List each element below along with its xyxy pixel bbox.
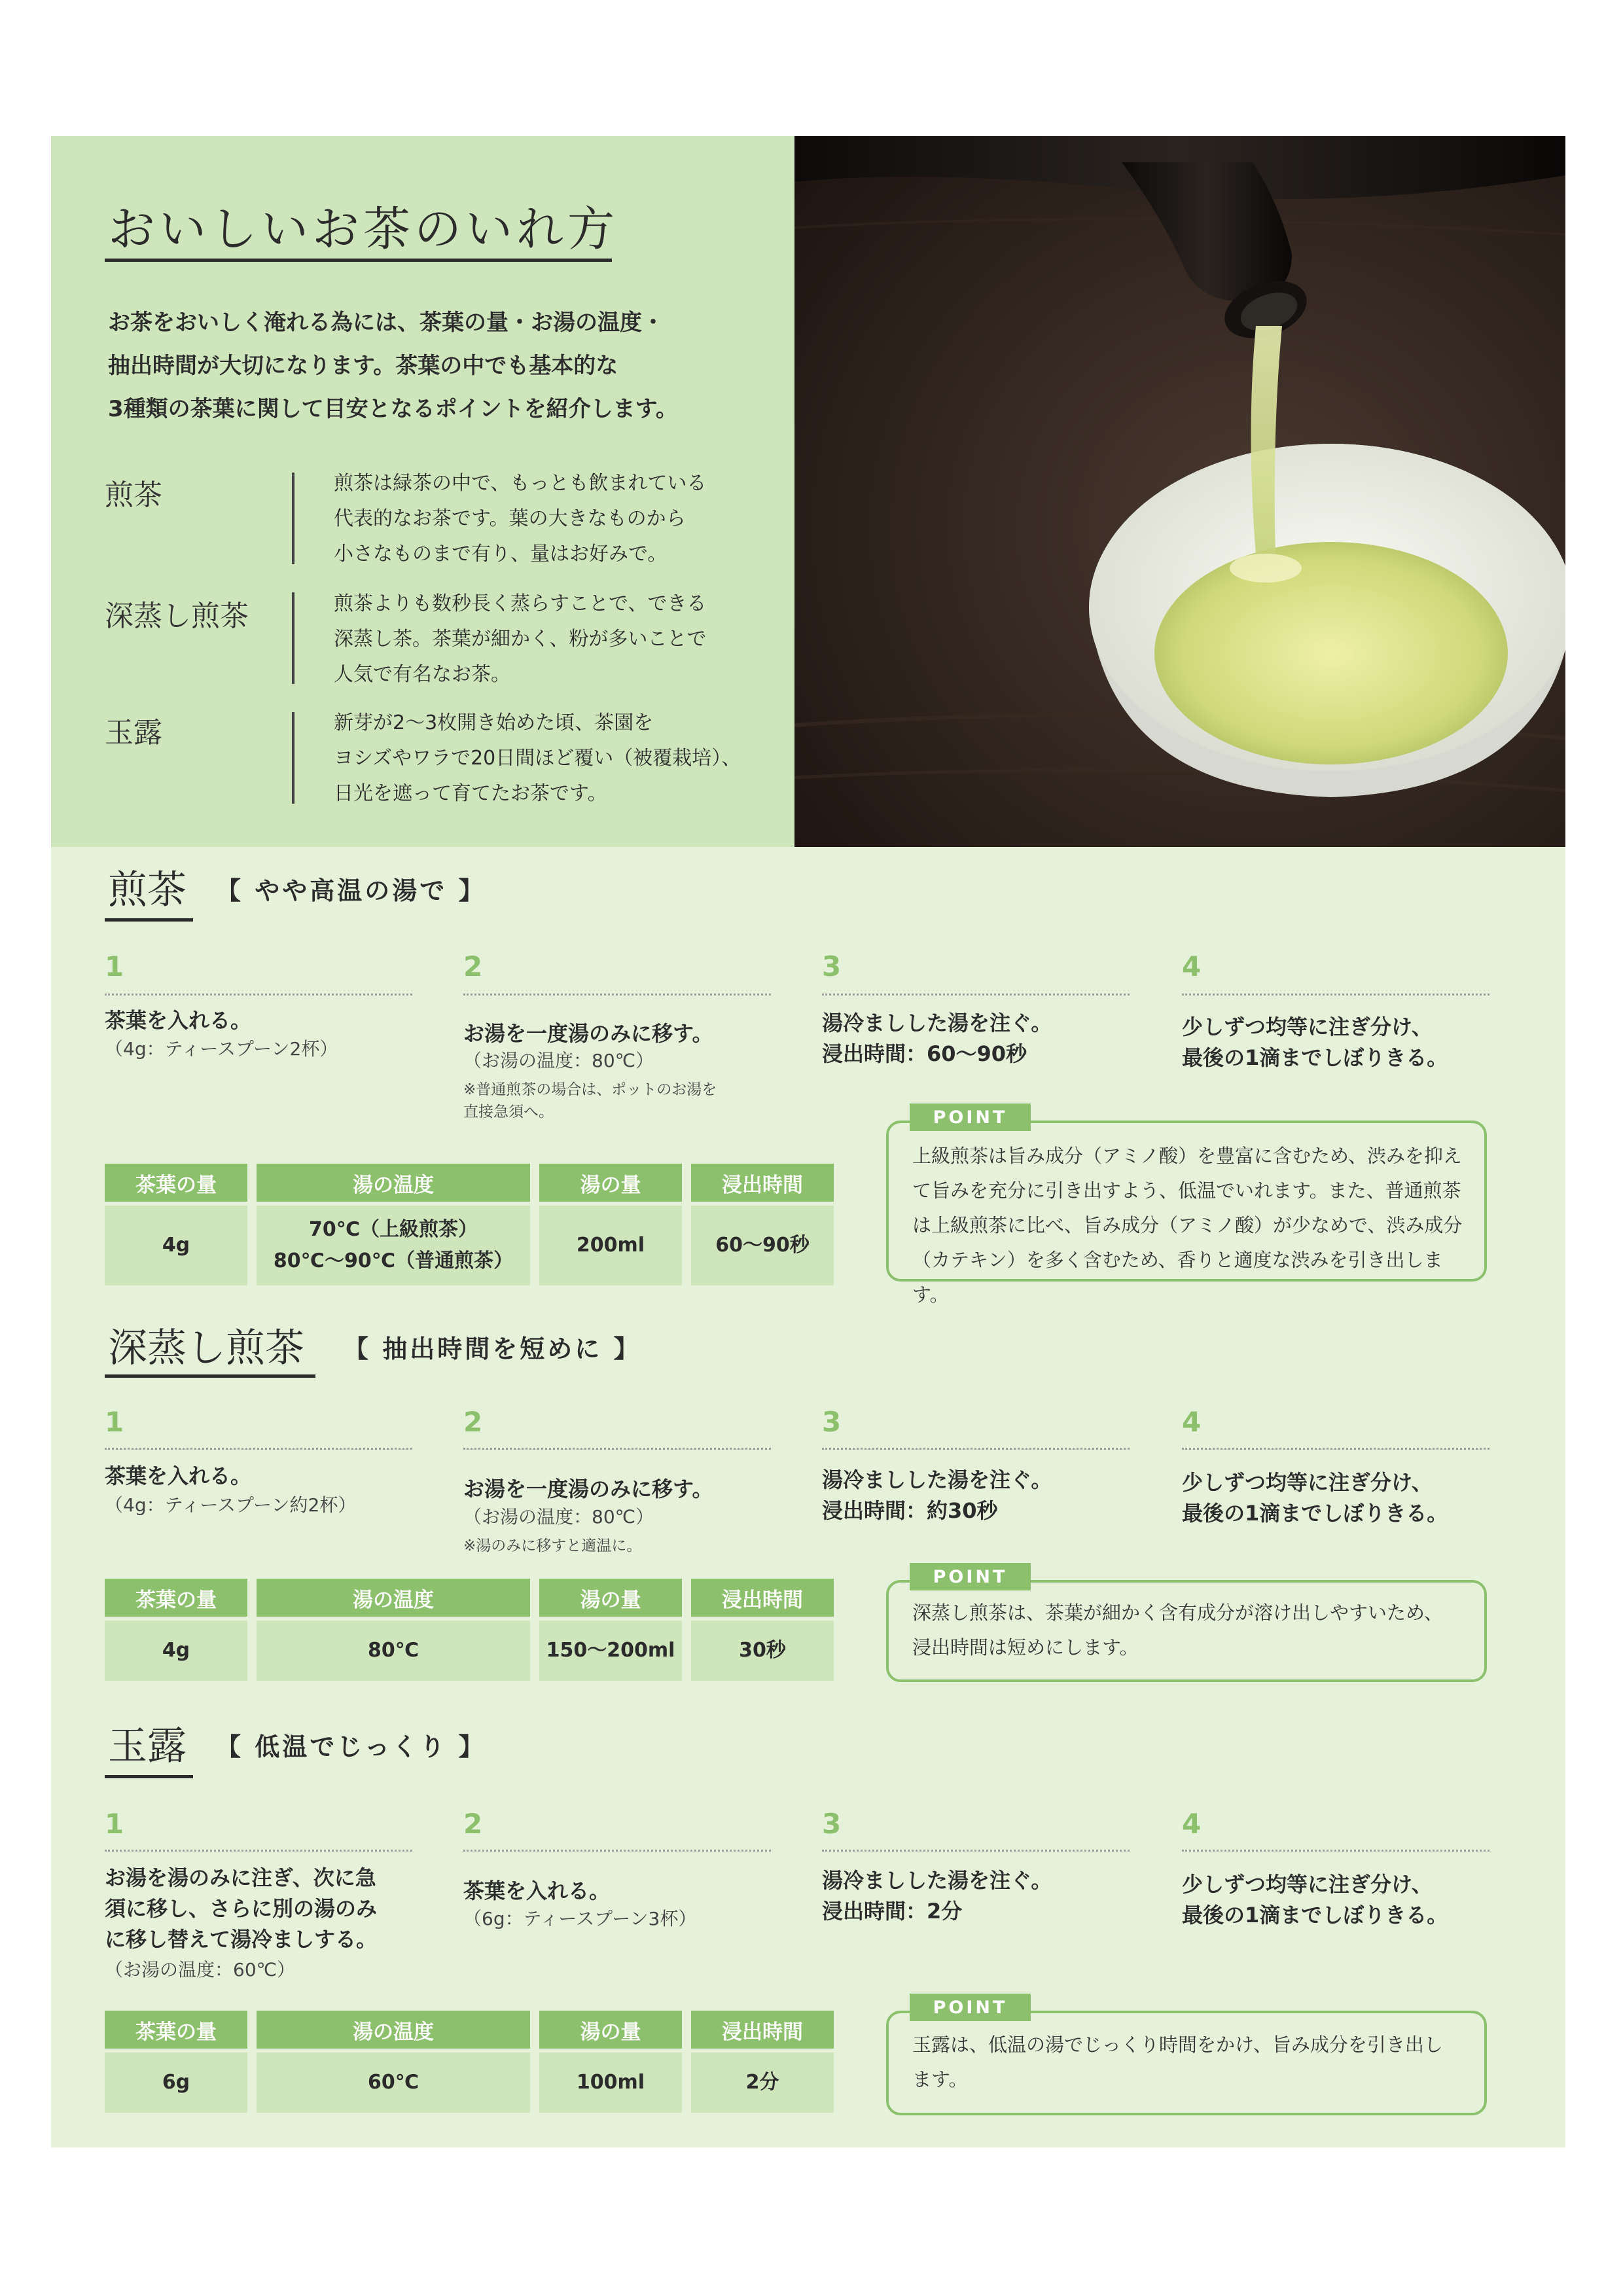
desc-line: 人気で有名なお茶。 (334, 663, 510, 686)
table-value-water: 150～200ml (539, 1621, 682, 1681)
step-line: 湯冷ましした湯を注ぐ。 (822, 1868, 1052, 1893)
note-line: ※湯のみに移すと適温に。 (463, 1537, 642, 1554)
table-value-temp: 80℃ (257, 1621, 530, 1681)
intro-line: 抽出時間が大切になります。茶葉の中でも基本的な (108, 353, 618, 379)
point-label: POINT (910, 1994, 1031, 2021)
desc-line: 日光を遮って育てたお茶です。 (334, 782, 607, 805)
step-divider (105, 1448, 412, 1450)
table-value-amount: 4g (105, 1206, 247, 1285)
step-instruction (822, 1008, 1052, 1069)
step-number: 3 (822, 950, 842, 982)
step-number: 1 (105, 950, 124, 982)
table-header-temp: 湯の温度 (257, 1579, 530, 1617)
step-line: 浸出時間：60～90秒 (822, 1041, 1027, 1066)
step-divider (1182, 1850, 1489, 1852)
tea-type-desc (334, 466, 759, 572)
step-instruction (463, 1018, 713, 1049)
intro-line: お茶をおいしく淹れる為には、茶葉の量・お湯の温度・ (108, 310, 664, 336)
step-line: 最後の1滴までしぼりきる。 (1182, 1501, 1448, 1526)
step-instruction (463, 1474, 713, 1505)
table-header-temp: 湯の温度 (257, 1164, 530, 1202)
section-title: 深蒸し煎茶 (108, 1325, 304, 1371)
section-underline (105, 918, 193, 922)
step-detail: （4g：ティースプーン約2杯） (105, 1494, 357, 1516)
step-note (463, 1079, 717, 1123)
tea-type-desc (334, 706, 759, 812)
step-number: 2 (463, 1406, 483, 1438)
desc-line: 代表的なお茶です。葉の大きなものから (334, 507, 686, 530)
step-divider (105, 1850, 412, 1852)
step-line: お湯を一度湯のみに移す。 (463, 1021, 713, 1046)
section-underline (105, 1775, 193, 1778)
title-underline (105, 259, 612, 262)
point-line: （カテキン）を多く含むため、香りと適度な渋みを引き出します。 (912, 1249, 1443, 1306)
step-divider (463, 1448, 771, 1450)
step-instruction (1182, 1467, 1448, 1529)
table-value-amount: 4g (105, 1621, 247, 1681)
point-line: て旨みを充分に引き出すよう、低温でいれます。また、普通煎茶 (912, 1179, 1461, 1202)
tea-type-divider (292, 473, 294, 564)
point-label: POINT (910, 1103, 1031, 1131)
step-line: 浸出時間：約30秒 (822, 1498, 998, 1523)
table-value-water: 100ml (539, 2053, 682, 2113)
section-subtitle: 【 抽出時間を短めに 】 (344, 1335, 641, 1363)
step-detail: （6g：ティースプーン3杯） (463, 1908, 697, 1929)
table-header-water: 湯の量 (539, 1579, 682, 1617)
table-header-time: 浸出時間 (691, 1164, 834, 1202)
step-instruction (1182, 1012, 1448, 1073)
desc-line: 新芽が2～3枚開き始めた頃、茶園を (334, 711, 654, 734)
note-line: 直接急須へ。 (463, 1103, 554, 1121)
point-text (912, 1596, 1475, 1665)
step-line: お湯を一度湯のみに移す。 (463, 1477, 713, 1501)
point-line: 浸出時間は短めにします。 (912, 1636, 1139, 1659)
step-instruction (105, 1005, 251, 1036)
point-label: POINT (910, 1563, 1031, 1590)
step-line: に移し替えて湯冷ましする。 (105, 1927, 378, 1952)
table-header-water: 湯の量 (539, 2011, 682, 2049)
tea-type-name: 煎茶 (105, 478, 162, 512)
table-value-amount: 6g (105, 2053, 247, 2113)
table-header-amount: 茶葉の量 (105, 1579, 247, 1617)
table-header-time: 浸出時間 (691, 2011, 834, 2049)
point-text (912, 1139, 1475, 1312)
step-line: 湯冷ましした湯を注ぐ。 (822, 1467, 1052, 1492)
tea-type-divider (292, 712, 294, 804)
table-header-amount: 茶葉の量 (105, 2011, 247, 2049)
step-line: 最後の1滴までしぼりきる。 (1182, 1045, 1448, 1070)
tea-pouring-illustration (794, 136, 1565, 847)
table-value-time: 30秒 (691, 1621, 834, 1681)
section-title: 煎茶 (108, 867, 187, 913)
tea-type-divider (292, 592, 294, 684)
step-line: 最後の1滴までしぼりきる。 (1182, 1903, 1448, 1928)
note-line: ※普通煎茶の場合は、ポットのお湯を (463, 1081, 717, 1098)
step-number: 3 (822, 1808, 842, 1840)
step-number: 1 (105, 1406, 124, 1438)
tea-type-name: 玉露 (105, 716, 162, 749)
step-detail: （4g：ティースプーン2杯） (105, 1038, 338, 1060)
page-title: おいしいお茶のいれ方 (108, 202, 619, 257)
table-value-water: 200ml (539, 1206, 682, 1285)
step-divider (1182, 994, 1489, 996)
step-divider (105, 994, 412, 996)
table-header-temp: 湯の温度 (257, 2011, 530, 2049)
step-divider (463, 994, 771, 996)
intro-text (108, 301, 749, 431)
desc-line: 煎茶よりも数秒長く蒸らすことで、できる (334, 592, 707, 615)
section-subtitle: 【 やや高温の湯で 】 (216, 876, 486, 905)
step-divider (822, 994, 1130, 996)
desc-line: 煎茶は緑茶の中で、もっとも飲まれている (334, 472, 707, 495)
step-number: 2 (463, 950, 483, 982)
point-line: 上級煎茶は旨み成分（アミノ酸）を豊富に含むため、渋みを抑え (912, 1145, 1462, 1167)
step-line: 少しずつ均等に注ぎ分け、 (1182, 1872, 1433, 1897)
step-line: お湯を湯のみに注ぎ、次に急 (105, 1865, 376, 1890)
section-subtitle: 【 低温でじっくり 】 (216, 1732, 486, 1761)
step-instruction (105, 1863, 432, 1955)
step-instruction (822, 1465, 1052, 1526)
step-instruction (463, 1876, 610, 1907)
point-line: ます。 (912, 2068, 968, 2090)
table-value-temp: 60℃ (257, 2053, 530, 2113)
step-note (463, 1535, 641, 1557)
desc-line: ヨシズやワラで20日間ほど覆い（被覆栽培）、 (334, 747, 741, 770)
step-line: 少しずつ均等に注ぎ分け、 (1182, 1014, 1433, 1039)
step-instruction (822, 1865, 1052, 1927)
point-line: 深蒸し煎茶は、茶葉が細かく含有成分が溶け出しやすいため、 (912, 1602, 1443, 1624)
step-instruction (1182, 1869, 1448, 1931)
section-underline (105, 1374, 315, 1378)
section-title: 玉露 (108, 1723, 187, 1769)
table-header-amount: 茶葉の量 (105, 1164, 247, 1202)
intro-line: 3種類の茶葉に関して目安となるポイントを紹介します。 (108, 396, 678, 422)
step-line: 須に移し、さらに別の湯のみ (105, 1896, 378, 1921)
table-header-time: 浸出時間 (691, 1579, 834, 1617)
step-divider (822, 1850, 1130, 1852)
table-value-temp (257, 1206, 530, 1285)
step-divider (463, 1850, 771, 1852)
step-line: 茶葉を入れる。 (105, 1463, 252, 1488)
point-text (912, 2028, 1475, 2097)
desc-line: 小さなものまで有り、量はお好みで。 (334, 543, 668, 565)
step-line: 浸出時間：2分 (822, 1899, 963, 1924)
step-line: 茶葉を入れる。 (463, 1878, 611, 1903)
step-number: 4 (1182, 1808, 1202, 1840)
step-number: 3 (822, 1406, 842, 1438)
table-value-time: 2分 (691, 2053, 834, 2113)
step-line: 茶葉を入れる。 (105, 1008, 252, 1033)
tea-type-desc (334, 586, 759, 692)
table-value-time: 60～90秒 (691, 1206, 834, 1285)
step-detail: （お湯の温度：80℃） (463, 1506, 654, 1528)
point-line: 玉露は、低温の湯でじっくり時間をかけ、旨み成分を引き出し (912, 2034, 1443, 2056)
table-header-water: 湯の量 (539, 1164, 682, 1202)
step-line: 湯冷ましした湯を注ぐ。 (822, 1011, 1052, 1035)
step-detail: （お湯の温度：80℃） (463, 1050, 654, 1071)
temp-line: 70℃（上級煎茶） (308, 1218, 478, 1241)
tea-type-name: 深蒸し煎茶 (105, 600, 249, 633)
step-number: 4 (1182, 950, 1202, 982)
step-number: 4 (1182, 1406, 1202, 1438)
desc-line: 深蒸し茶。茶葉が細かく、粉が多いことで (334, 628, 707, 651)
step-line: 少しずつ均等に注ぎ分け、 (1182, 1470, 1433, 1495)
temp-line: 80℃～90℃（普通煎茶） (273, 1249, 514, 1272)
step-number: 1 (105, 1808, 124, 1840)
tea-pouring-photo (794, 136, 1565, 847)
point-line: は上級煎茶に比べ、旨み成分（アミノ酸）が少なめで、渋み成分 (912, 1214, 1463, 1236)
step-number: 2 (463, 1808, 483, 1840)
step-divider (822, 1448, 1130, 1450)
step-instruction (105, 1461, 251, 1492)
step-divider (1182, 1448, 1489, 1450)
step-detail: （お湯の温度：60℃） (105, 1959, 296, 1981)
